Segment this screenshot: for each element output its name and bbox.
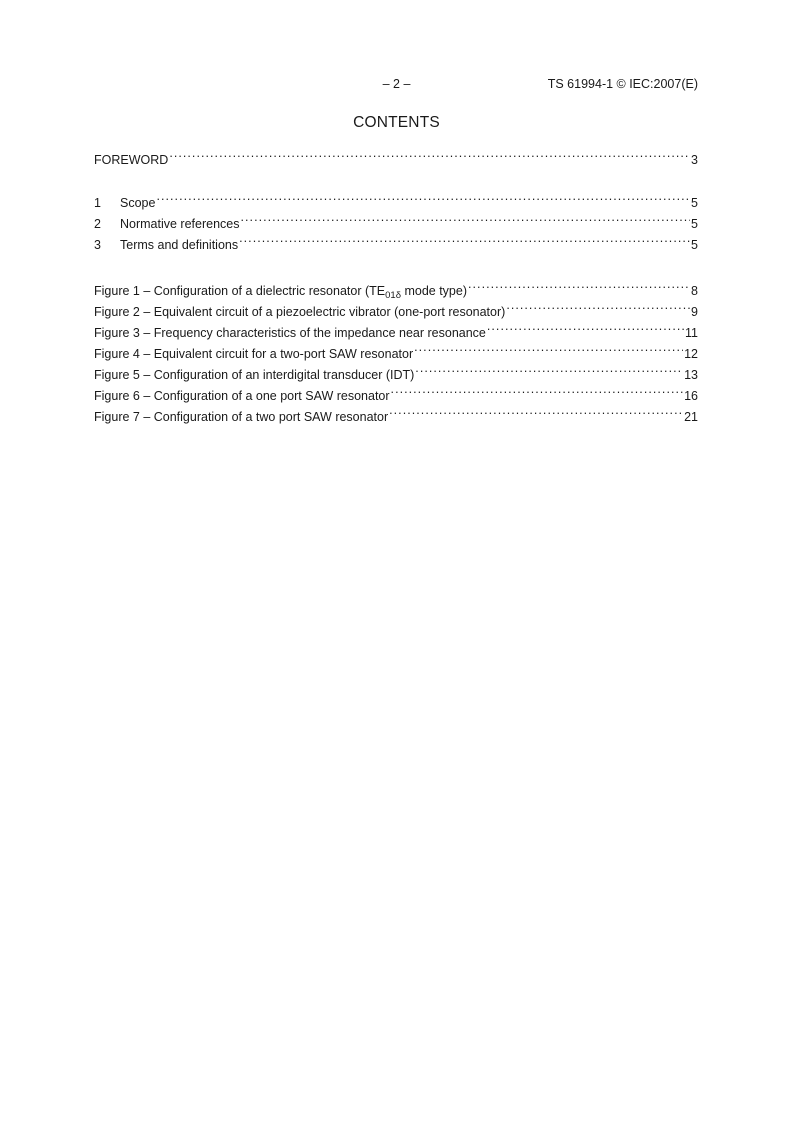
toc-entry-page: 5: [691, 217, 698, 231]
dot-leader: [389, 400, 683, 421]
toc-entry-label: Scope: [120, 196, 156, 210]
dot-leader: [156, 186, 690, 207]
dot-leader: [487, 316, 684, 337]
toc-entry-label: Figure 7 – Configuration of a two port SAW resonator: [94, 410, 389, 424]
toc-entry-foreword[interactable]: [94, 143, 698, 167]
toc-entry-label: FOREWORD: [94, 153, 169, 167]
toc-entry-label: Normative references: [120, 217, 240, 231]
toc-clauses-section: [94, 186, 698, 252]
toc-entry-label: Figure 3 – Frequency characteristics of the impedance near resonance: [94, 326, 486, 340]
toc-entry-page: 11: [685, 326, 698, 340]
toc-entry-label: Figure 6 – Configuration of a one port SAW resonator: [94, 389, 390, 403]
toc-entry-page: 5: [691, 238, 698, 252]
toc-entry-label: Figure 5 – Configuration of an interdigital transducer (IDT): [94, 368, 415, 382]
dot-leader: [506, 295, 690, 316]
dot-leader: [241, 207, 691, 228]
toc-entry-number: 1: [94, 196, 101, 210]
dot-leader: [239, 228, 690, 249]
toc-entry-label: Terms and definitions: [120, 238, 239, 252]
page-number: – 2 –: [382, 77, 411, 91]
toc-entry-number: 2: [94, 217, 101, 231]
toc-entry-label: Figure 2 – Equivalent circuit of a piezoelectric vibrator (one-port resonator): [94, 305, 506, 319]
toc-foreword-section: [94, 143, 698, 167]
toc-entry-label: Figure 4 – Equivalent circuit for a two-port SAW resonator: [94, 347, 414, 361]
dot-leader: [169, 143, 690, 164]
toc-entry-page: 5: [691, 196, 698, 210]
dot-leader: [414, 337, 683, 358]
toc-entry-page: 9: [691, 305, 698, 319]
toc-figures-section: [94, 274, 698, 424]
toc-entry-page: 13: [684, 368, 698, 382]
contents-title: CONTENTS: [353, 114, 440, 131]
mode-subscript: 01δ: [385, 290, 401, 301]
toc-entry-page: 12: [684, 347, 698, 361]
figure-label-prefix: Figure 1 – Configuration of a dielectric resonator (TE: [94, 284, 386, 298]
toc-entry-page: 16: [684, 389, 698, 403]
toc-entry-page: 8: [691, 284, 698, 298]
toc-entry-number: 3: [94, 238, 101, 252]
dot-leader: [391, 379, 684, 400]
toc-entry-page: 3: [691, 153, 698, 167]
toc-entry-normative-references[interactable]: [94, 207, 698, 231]
figure-label-suffix: mode type): [400, 284, 467, 298]
toc-entry-scope[interactable]: [94, 186, 698, 210]
dot-leader: [415, 358, 683, 379]
dot-leader: [468, 274, 690, 295]
toc-entry-page: 21: [684, 410, 698, 424]
document-reference: TS 61994-1 © IEC:2007(E): [547, 77, 698, 91]
